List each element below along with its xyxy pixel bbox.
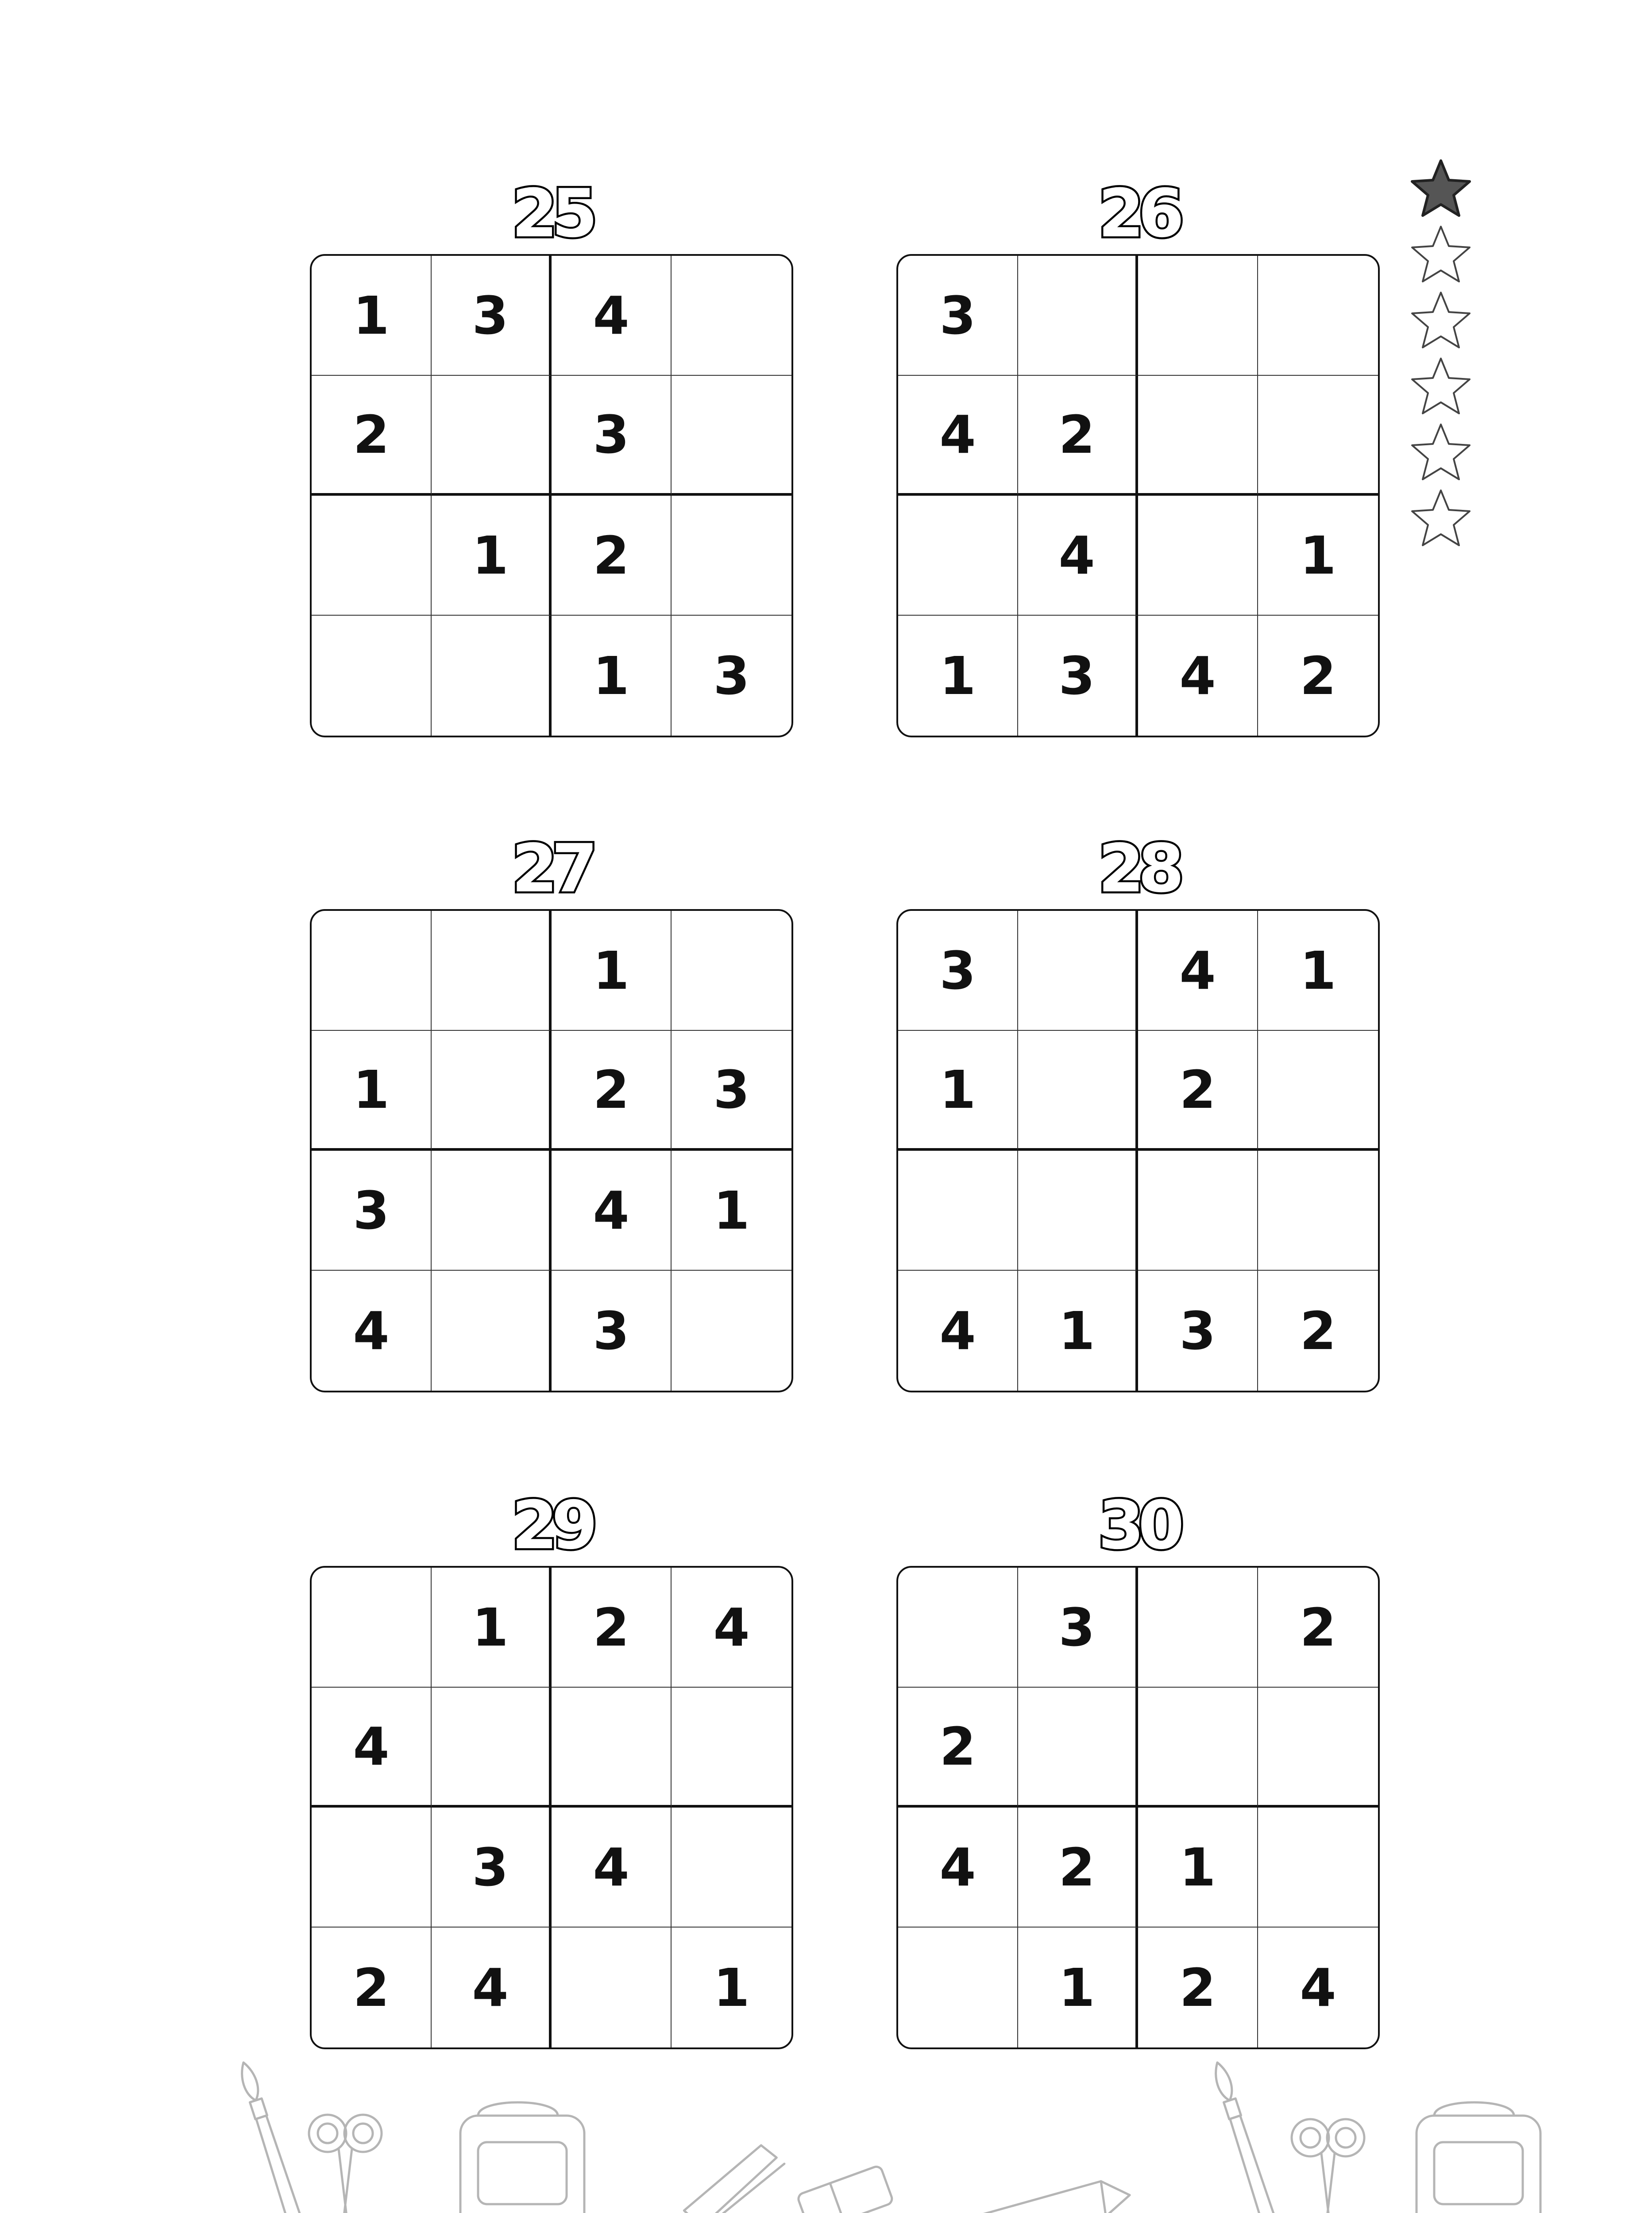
puzzle-number: 29 [511, 1487, 592, 1564]
sudoku-cell [1018, 1688, 1138, 1808]
sudoku-cell: 1 [898, 616, 1018, 736]
sudoku-cell: 2 [1258, 1568, 1378, 1688]
sudoku-cell [898, 496, 1018, 616]
sudoku-cell: 1 [432, 1568, 552, 1688]
paintbrush-icon [1211, 2060, 1279, 2213]
sudoku-cell [1138, 1151, 1258, 1271]
sudoku-cell: 1 [552, 616, 672, 736]
sudoku-cell [1258, 1808, 1378, 1928]
sudoku-cell [1138, 376, 1258, 496]
sudoku-cell: 4 [898, 1271, 1018, 1391]
sudoku-cell [552, 1688, 672, 1808]
sudoku-cell [1018, 1151, 1138, 1271]
sudoku-cell: 4 [552, 1151, 672, 1271]
sudoku-cell [672, 1808, 791, 1928]
star-filled-icon [1408, 157, 1474, 219]
star-empty-icon [1408, 223, 1474, 285]
sudoku-cell: 2 [552, 1568, 672, 1688]
sudoku-cell: 1 [1258, 911, 1378, 1031]
star-empty-icon [1408, 421, 1474, 483]
sudoku-cell: 3 [552, 376, 672, 496]
sudoku-cell [672, 376, 791, 496]
sudoku-cell: 1 [312, 256, 432, 376]
sudoku-cell [432, 1031, 552, 1151]
sudoku-cell: 3 [1018, 616, 1138, 736]
sudoku-cell: 2 [552, 1031, 672, 1151]
sudoku-cell: 4 [1300, 1957, 1336, 2018]
pencil-icon [969, 2178, 1133, 2213]
sudoku-cell: 1 [1018, 1928, 1138, 2047]
sudoku-cell: 3 [672, 1031, 791, 1151]
star-empty-icon [1408, 289, 1474, 351]
puzzle-number: 27 [511, 830, 592, 907]
star-empty-icon [1408, 355, 1474, 417]
sudoku-cell: 4 [1138, 911, 1258, 1031]
sudoku-cell [1138, 1568, 1258, 1688]
sudoku-cell: 3 [898, 911, 1018, 1031]
sudoku-cell: 1 [1258, 496, 1378, 616]
difficulty-rating [1408, 157, 1474, 553]
sudoku-cell [1018, 1031, 1138, 1151]
sudoku-cell [1018, 256, 1138, 376]
sudoku-cell: 2 [1138, 1928, 1258, 2047]
sudoku-cell [552, 1928, 672, 2047]
sudoku-cell [672, 256, 791, 376]
sudoku-cell: 4 [432, 1928, 552, 2047]
sudoku-cell [672, 496, 791, 616]
sudoku-cell: 3 [898, 256, 1018, 376]
sudoku-cell: 2 [312, 1928, 432, 2047]
sudoku-cell [432, 1688, 552, 1808]
sudoku-cell [672, 1688, 791, 1808]
sudoku-cell: 1 [1138, 1808, 1258, 1928]
sudoku-cell: 2 [1300, 1300, 1336, 1361]
sudoku-cell: 2 [312, 376, 432, 496]
sudoku-grid [896, 909, 1380, 1392]
eraser-icon [797, 2165, 894, 2213]
sudoku-cell [312, 616, 432, 736]
sudoku-cell [432, 376, 552, 496]
school-supplies-decoration [62, 2054, 1594, 2213]
sudoku-cell: 4 [552, 256, 672, 376]
stapler-icon [673, 2140, 795, 2213]
sudoku-cell: 4 [552, 1808, 672, 1928]
sudoku-cell [1138, 1688, 1258, 1808]
scissors-icon [309, 2115, 382, 2213]
sudoku-grid [896, 254, 1380, 737]
sudoku-cell [432, 1271, 552, 1391]
sudoku-grid [310, 1566, 793, 2049]
sudoku-cell: 1 [1018, 1271, 1138, 1391]
sudoku-cell [1258, 1688, 1378, 1808]
sudoku-cell [898, 1568, 1018, 1688]
sudoku-cell [1138, 256, 1258, 376]
sudoku-cell [1258, 1031, 1378, 1151]
sudoku-cell: 3 [432, 256, 552, 376]
puzzle-number: 26 [1098, 175, 1178, 252]
sudoku-cell [1138, 496, 1258, 616]
sudoku-cell: 4 [672, 1568, 791, 1688]
sudoku-cell: 4 [898, 376, 1018, 496]
sudoku-cell: 1 [672, 1151, 791, 1271]
sudoku-cell [672, 1271, 791, 1391]
sudoku-cell [312, 496, 432, 616]
sudoku-cell: 2 [552, 496, 672, 616]
sudoku-cell: 1 [713, 1957, 750, 2018]
puzzle-number: 25 [511, 175, 592, 252]
sudoku-cell [312, 1808, 432, 1928]
sudoku-cell [1018, 911, 1138, 1031]
sudoku-cell: 1 [312, 1031, 432, 1151]
sudoku-cell [1258, 256, 1378, 376]
sudoku-cell [432, 1151, 552, 1271]
backpack-icon [1417, 2102, 1540, 2213]
sudoku-cell: 4 [1018, 496, 1138, 616]
sudoku-cell [312, 911, 432, 1031]
sudoku-cell: 2 [898, 1688, 1018, 1808]
sudoku-cell: 2 [1300, 645, 1336, 706]
sudoku-cell: 4 [312, 1271, 432, 1391]
scissors-icon [1292, 2119, 1364, 2213]
sudoku-cell [672, 911, 791, 1031]
sudoku-cell [432, 911, 552, 1031]
sudoku-cell: 4 [312, 1688, 432, 1808]
sudoku-cell: 2 [1138, 1031, 1258, 1151]
sudoku-cell [1258, 1151, 1378, 1271]
puzzle-number: 28 [1098, 830, 1178, 907]
sudoku-cell: 2 [1018, 376, 1138, 496]
sudoku-grid [310, 909, 793, 1392]
sudoku-cell [432, 616, 552, 736]
sudoku-cell [898, 1928, 1018, 2047]
sudoku-grid [896, 1566, 1380, 2049]
sudoku-cell: 4 [1138, 616, 1258, 736]
sudoku-cell [312, 1568, 432, 1688]
sudoku-cell: 1 [552, 911, 672, 1031]
sudoku-cell: 4 [898, 1808, 1018, 1928]
sudoku-cell: 3 [432, 1808, 552, 1928]
sudoku-cell: 3 [1138, 1271, 1258, 1391]
sudoku-cell: 3 [552, 1271, 672, 1391]
sudoku-cell: 3 [1018, 1568, 1138, 1688]
paintbrush-icon [237, 2060, 305, 2213]
sudoku-grid [310, 254, 793, 737]
star-empty-icon [1408, 487, 1474, 549]
sudoku-cell: 3 [713, 645, 750, 706]
puzzle-number: 30 [1098, 1487, 1178, 1564]
sudoku-cell: 2 [1018, 1808, 1138, 1928]
sudoku-cell [1258, 376, 1378, 496]
sudoku-cell: 3 [312, 1151, 432, 1271]
backpack-icon [460, 2102, 584, 2213]
sudoku-cell: 1 [432, 496, 552, 616]
sudoku-cell [898, 1151, 1018, 1271]
sudoku-cell: 1 [898, 1031, 1018, 1151]
